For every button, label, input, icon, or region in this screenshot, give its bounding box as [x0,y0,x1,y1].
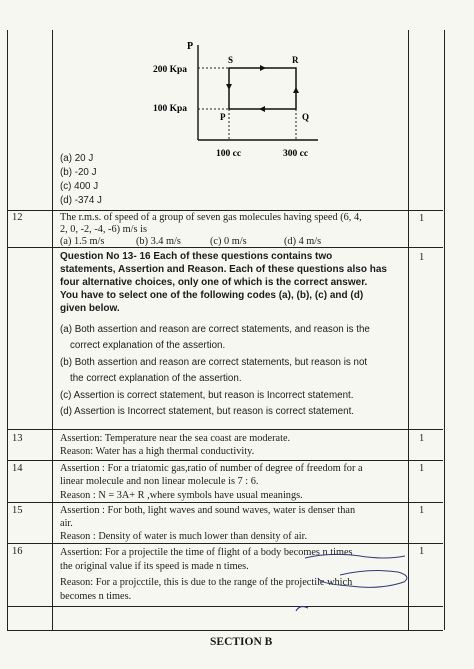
y-tick-200: 200 Kpa [153,65,188,75]
q14-assertion-line2: linear molecule and non linear molecule is 7 : 6. [60,476,259,487]
instructions-marks: 1 [419,252,425,263]
p-axis-label: P [187,41,194,52]
row-divider [7,502,443,503]
x-tick-100: 100 cc [216,149,242,159]
arrow-left [259,106,265,112]
table-bottom [7,630,443,631]
q16-reason-line1: Reason: For a projcctile, this is due to the range of the projectile which [60,577,353,588]
point-r: R [292,55,299,65]
point-p: P [220,112,226,122]
instructions-line: given below. [60,303,120,314]
code-a-line1: (a) Both assertion and reason are correct statements, and reason is the [60,324,370,335]
q12-text-line2: 2, 0, -2, -4, -6) m/s is [60,224,147,235]
q14-marks: 1 [419,463,425,474]
arrow-up [293,87,299,93]
q12-option-c: (c) 0 m/s [210,236,247,247]
q15-assertion-line1: Assertion : For both, light waves and sound waves, water is denser than [60,505,356,516]
section-b-title: SECTION B [210,636,273,648]
q13-marks: 1 [419,433,425,444]
arrow-right [260,65,266,71]
q14-reason: Reason : N = 3A+ R ,where symbols have usual meanings. [60,490,303,501]
instructions-line: four alternative choices, only one of which is the correct answer. [60,277,368,288]
y-tick-100: 100 Kpa [153,104,188,114]
q12-number: 12 [12,212,23,223]
row-divider [7,460,443,461]
row-divider [7,543,443,544]
q15-reason: Reason : Density of water is much lower than density of air. [60,531,308,542]
cycle-rectangle [229,68,296,109]
point-q: Q [302,112,310,122]
q16-marks: 1 [419,546,425,557]
q15-assertion-line2: air. [60,518,73,529]
q16-number: 16 [12,546,23,557]
q15-number: 15 [12,505,23,516]
instructions-line: statements, Assertion and Reason. Each of these questions also has [60,264,387,275]
q11-option-b: (b) -20 J [60,167,97,178]
instructions-line: You have to select one of the following codes (a), (b), (c) and (d) [60,290,364,301]
q12-option-a: (a) 1.5 m/s [60,236,105,247]
code-c: (c) Assertion is correct statement, but reason is Incorrect statement. [60,390,354,401]
arrow-down [226,84,232,90]
q13-number: 13 [12,433,23,444]
x-tick-300: 300 cc [283,149,309,159]
q12-option-d: (d) 4 m/s [284,236,322,247]
point-s: S [228,55,234,65]
q16-assertion-line1: Assertion: For a projectile the time of flight of a body becomes n times [60,547,353,558]
q12-option-b: (b) 3.4 m/s [136,236,181,247]
code-b-line1: (b) Both assertion and reason are correct statements, but reason is not [60,357,368,368]
q13-reason: Reason: Water has a high thermal conductivity. [60,446,255,457]
code-a-line2: correct explanation of the assertion. [70,340,226,351]
q14-assertion-line1: Assertion : For a triatomic gas,ratio of number of degree of freedom for a [60,463,363,474]
code-d: (d) Assertion is Incorrect statement, but reason is correct statement. [60,406,355,417]
row-divider [7,429,443,430]
q12-text-line1: The r.m.s. of speed of a group of seven gas molecules having speed (6, 4, [60,212,362,223]
row-divider [7,606,443,607]
q14-number: 14 [12,463,23,474]
q15-marks: 1 [419,505,425,516]
q13-assertion: Assertion: Temperature near the sea coast are moderate. [60,433,291,444]
q11-option-a: (a) 20 J [60,153,94,164]
q11-option-c: (c) 400 J [60,181,99,192]
instructions-line: Question No 13- 16 Each of these questions contains two [60,251,333,262]
q16-reason-line2: becomes n times. [60,591,132,602]
q16-assertion-line2: the original value if its speed is made n times. [60,561,249,572]
q12-marks: 1 [419,213,425,224]
code-b-line2: the correct explanation of the assertion. [70,373,242,384]
q11-option-d: (d) -374 J [60,195,102,206]
